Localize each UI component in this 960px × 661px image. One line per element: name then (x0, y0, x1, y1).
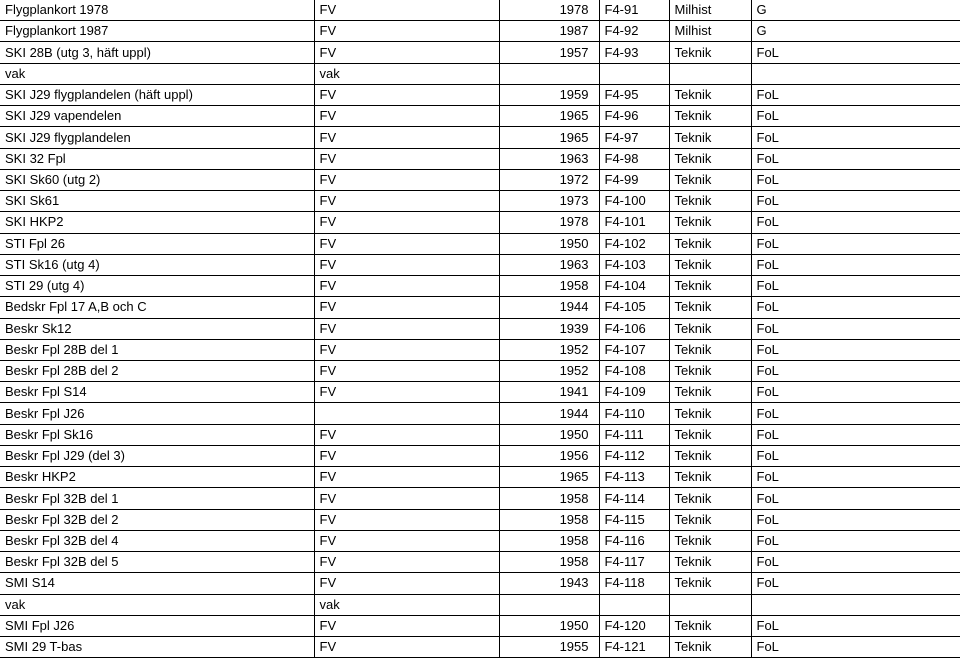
table-row (0, 467, 960, 488)
number-cell: F4-110 (599, 403, 669, 424)
class-cell: FoL (751, 106, 960, 127)
class-cell: FoL (751, 530, 960, 551)
number-cell: F4-108 (599, 360, 669, 381)
table-row (0, 403, 960, 424)
category-cell: Teknik (669, 84, 751, 105)
table-row (0, 63, 960, 84)
table-row (0, 360, 960, 381)
title-cell: Beskr Fpl 32B del 5 (0, 552, 314, 573)
publisher-cell: FV (314, 106, 499, 127)
title-cell: vak (0, 63, 314, 84)
year-cell: 1950 (499, 233, 599, 254)
title-cell: SMI Fpl J26 (0, 615, 314, 636)
publisher-cell: FV (314, 445, 499, 466)
table-row (0, 488, 960, 509)
year-cell: 1963 (499, 254, 599, 275)
number-cell: F4-118 (599, 573, 669, 594)
category-cell: Teknik (669, 424, 751, 445)
number-cell: F4-114 (599, 488, 669, 509)
number-cell: F4-104 (599, 276, 669, 297)
category-cell: Teknik (669, 530, 751, 551)
publisher-cell: FV (314, 169, 499, 190)
table-row (0, 42, 960, 63)
table-row (0, 127, 960, 148)
category-cell: Teknik (669, 360, 751, 381)
category-cell: Teknik (669, 403, 751, 424)
title-cell: SKI Sk61 (0, 191, 314, 212)
class-cell: FoL (751, 573, 960, 594)
table-row (0, 276, 960, 297)
class-cell: FoL (751, 254, 960, 275)
title-cell: Beskr HKP2 (0, 467, 314, 488)
publisher-cell: vak (314, 63, 499, 84)
category-cell: Teknik (669, 615, 751, 636)
category-cell: Teknik (669, 382, 751, 403)
year-cell: 1958 (499, 530, 599, 551)
year-cell: 1959 (499, 84, 599, 105)
title-cell: Beskr Fpl Sk16 (0, 424, 314, 445)
category-cell (669, 594, 751, 615)
category-cell: Teknik (669, 148, 751, 169)
category-cell: Teknik (669, 254, 751, 275)
title-cell: Flygplankort 1987 (0, 21, 314, 42)
publisher-cell: FV (314, 84, 499, 105)
number-cell: F4-100 (599, 191, 669, 212)
class-cell: FoL (751, 360, 960, 381)
title-cell: Beskr Sk12 (0, 318, 314, 339)
category-cell: Teknik (669, 318, 751, 339)
category-cell: Teknik (669, 233, 751, 254)
title-cell: Flygplankort 1978 (0, 0, 314, 21)
class-cell: FoL (751, 637, 960, 658)
class-cell: FoL (751, 276, 960, 297)
category-cell: Teknik (669, 509, 751, 530)
table-row (0, 191, 960, 212)
title-cell: Beskr Fpl 32B del 2 (0, 509, 314, 530)
class-cell: FoL (751, 339, 960, 360)
year-cell: 1972 (499, 169, 599, 190)
title-cell: Beskr Fpl 32B del 1 (0, 488, 314, 509)
year-cell: 1952 (499, 339, 599, 360)
title-cell: STI Fpl 26 (0, 233, 314, 254)
year-cell: 1978 (499, 212, 599, 233)
table-row (0, 339, 960, 360)
number-cell: F4-97 (599, 127, 669, 148)
table-row (0, 212, 960, 233)
number-cell: F4-109 (599, 382, 669, 403)
publisher-cell: FV (314, 530, 499, 551)
publisher-cell: FV (314, 382, 499, 403)
number-cell: F4-111 (599, 424, 669, 445)
year-cell: 1939 (499, 318, 599, 339)
number-cell (599, 63, 669, 84)
class-cell: FoL (751, 552, 960, 573)
number-cell: F4-121 (599, 637, 669, 658)
class-cell: FoL (751, 191, 960, 212)
publisher-cell: FV (314, 488, 499, 509)
year-cell (499, 594, 599, 615)
class-cell: FoL (751, 233, 960, 254)
year-cell: 1943 (499, 573, 599, 594)
year-cell: 1950 (499, 615, 599, 636)
year-cell: 1955 (499, 637, 599, 658)
class-cell: FoL (751, 42, 960, 63)
publisher-cell (314, 403, 499, 424)
publisher-cell: FV (314, 552, 499, 573)
table-row (0, 318, 960, 339)
year-cell (499, 63, 599, 84)
publisher-cell: FV (314, 21, 499, 42)
category-cell: Teknik (669, 467, 751, 488)
publisher-cell: FV (314, 0, 499, 21)
title-cell: vak (0, 594, 314, 615)
table-row (0, 21, 960, 42)
table-row (0, 84, 960, 105)
title-cell: SKI HKP2 (0, 212, 314, 233)
publisher-cell: FV (314, 318, 499, 339)
title-cell: Beskr Fpl J29 (del 3) (0, 445, 314, 466)
table-row (0, 594, 960, 615)
number-cell: F4-105 (599, 297, 669, 318)
class-cell: FoL (751, 509, 960, 530)
number-cell: F4-103 (599, 254, 669, 275)
class-cell (751, 594, 960, 615)
class-cell: FoL (751, 445, 960, 466)
year-cell: 1944 (499, 297, 599, 318)
class-cell: FoL (751, 84, 960, 105)
year-cell: 1941 (499, 382, 599, 403)
category-cell: Teknik (669, 276, 751, 297)
class-cell: FoL (751, 169, 960, 190)
table-row (0, 573, 960, 594)
publisher-cell: FV (314, 42, 499, 63)
class-cell: FoL (751, 424, 960, 445)
number-cell: F4-95 (599, 84, 669, 105)
publisher-cell: FV (314, 127, 499, 148)
class-cell: G (751, 0, 960, 21)
year-cell: 1965 (499, 127, 599, 148)
year-cell: 1950 (499, 424, 599, 445)
title-cell: SMI S14 (0, 573, 314, 594)
title-cell: SKI J29 vapendelen (0, 106, 314, 127)
table-row (0, 424, 960, 445)
title-cell: SKI J29 flygplandelen (häft uppl) (0, 84, 314, 105)
year-cell: 1973 (499, 191, 599, 212)
number-cell: F4-120 (599, 615, 669, 636)
category-cell: Teknik (669, 488, 751, 509)
number-cell: F4-113 (599, 467, 669, 488)
number-cell: F4-101 (599, 212, 669, 233)
year-cell: 1956 (499, 445, 599, 466)
year-cell: 1958 (499, 552, 599, 573)
publisher-cell: FV (314, 467, 499, 488)
number-cell: F4-107 (599, 339, 669, 360)
table-row (0, 254, 960, 275)
number-cell: F4-99 (599, 169, 669, 190)
publisher-cell: FV (314, 339, 499, 360)
table-row (0, 615, 960, 636)
number-cell: F4-93 (599, 42, 669, 63)
number-cell (599, 594, 669, 615)
class-cell: FoL (751, 403, 960, 424)
class-cell: FoL (751, 297, 960, 318)
title-cell: Beskr Fpl 28B del 1 (0, 339, 314, 360)
number-cell: F4-91 (599, 0, 669, 21)
category-cell: Teknik (669, 637, 751, 658)
table-row (0, 530, 960, 551)
table-row (0, 297, 960, 318)
title-cell: SKI 28B (utg 3, häft uppl) (0, 42, 314, 63)
category-cell: Teknik (669, 297, 751, 318)
title-cell: STI 29 (utg 4) (0, 276, 314, 297)
title-cell: SKI 32 Fpl (0, 148, 314, 169)
publisher-cell: FV (314, 360, 499, 381)
category-cell: Milhist (669, 0, 751, 21)
table-row (0, 0, 960, 21)
class-cell: FoL (751, 467, 960, 488)
publisher-cell: FV (314, 148, 499, 169)
year-cell: 1965 (499, 467, 599, 488)
number-cell: F4-115 (599, 509, 669, 530)
title-cell: Bedskr Fpl 17 A,B och C (0, 297, 314, 318)
year-cell: 1978 (499, 0, 599, 21)
table-row (0, 637, 960, 658)
title-cell: STI Sk16 (utg 4) (0, 254, 314, 275)
category-cell: Teknik (669, 212, 751, 233)
year-cell: 1958 (499, 488, 599, 509)
publisher-cell: FV (314, 191, 499, 212)
publisher-cell: FV (314, 212, 499, 233)
table-row (0, 169, 960, 190)
class-cell: FoL (751, 488, 960, 509)
category-cell (669, 63, 751, 84)
number-cell: F4-116 (599, 530, 669, 551)
publisher-cell: FV (314, 637, 499, 658)
table-row (0, 509, 960, 530)
class-cell: FoL (751, 212, 960, 233)
category-cell: Teknik (669, 106, 751, 127)
number-cell: F4-98 (599, 148, 669, 169)
number-cell: F4-117 (599, 552, 669, 573)
category-cell: Teknik (669, 191, 751, 212)
table-row (0, 233, 960, 254)
year-cell: 1963 (499, 148, 599, 169)
title-cell: SKI J29 flygplandelen (0, 127, 314, 148)
number-cell: F4-112 (599, 445, 669, 466)
title-cell: Beskr Fpl S14 (0, 382, 314, 403)
publisher-cell: FV (314, 254, 499, 275)
category-cell: Teknik (669, 169, 751, 190)
class-cell: FoL (751, 127, 960, 148)
category-cell: Teknik (669, 339, 751, 360)
publisher-cell: FV (314, 276, 499, 297)
class-cell: FoL (751, 148, 960, 169)
number-cell: F4-102 (599, 233, 669, 254)
title-cell: Beskr Fpl J26 (0, 403, 314, 424)
class-cell: FoL (751, 382, 960, 403)
class-cell: FoL (751, 615, 960, 636)
table-row (0, 445, 960, 466)
table-row (0, 148, 960, 169)
year-cell: 1958 (499, 509, 599, 530)
number-cell: F4-106 (599, 318, 669, 339)
year-cell: 1958 (499, 276, 599, 297)
year-cell: 1987 (499, 21, 599, 42)
title-cell: Beskr Fpl 28B del 2 (0, 360, 314, 381)
publisher-cell: FV (314, 573, 499, 594)
title-cell: SKI Sk60 (utg 2) (0, 169, 314, 190)
category-cell: Teknik (669, 42, 751, 63)
title-cell: Beskr Fpl 32B del 4 (0, 530, 314, 551)
number-cell: F4-92 (599, 21, 669, 42)
title-cell: SMI 29 T-bas (0, 637, 314, 658)
publisher-cell: FV (314, 509, 499, 530)
publisher-cell: FV (314, 297, 499, 318)
year-cell: 1957 (499, 42, 599, 63)
table-row (0, 106, 960, 127)
year-cell: 1952 (499, 360, 599, 381)
table-row (0, 552, 960, 573)
publisher-cell: FV (314, 615, 499, 636)
category-cell: Teknik (669, 552, 751, 573)
year-cell: 1965 (499, 106, 599, 127)
class-cell: G (751, 21, 960, 42)
publisher-cell: FV (314, 424, 499, 445)
publisher-cell: vak (314, 594, 499, 615)
category-cell: Teknik (669, 573, 751, 594)
table-row (0, 382, 960, 403)
number-cell: F4-96 (599, 106, 669, 127)
publisher-cell: FV (314, 233, 499, 254)
class-cell (751, 63, 960, 84)
class-cell: FoL (751, 318, 960, 339)
category-cell: Milhist (669, 21, 751, 42)
category-cell: Teknik (669, 445, 751, 466)
year-cell: 1944 (499, 403, 599, 424)
category-cell: Teknik (669, 127, 751, 148)
